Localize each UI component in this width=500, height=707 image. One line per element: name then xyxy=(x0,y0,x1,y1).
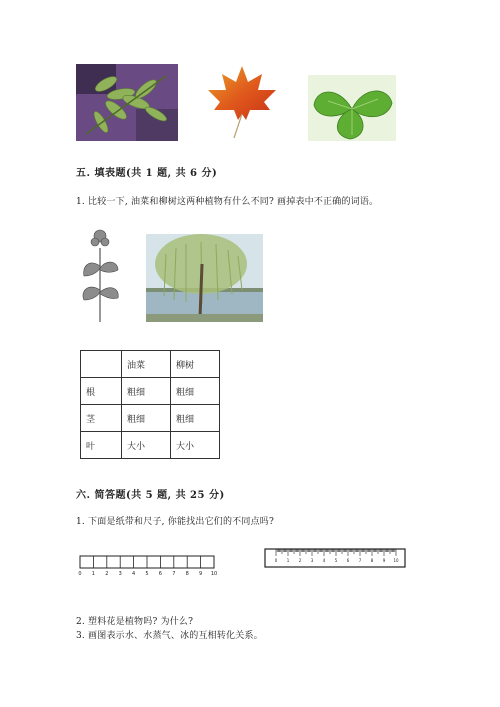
table-header-row xyxy=(81,351,220,378)
ruler-label: 0 xyxy=(274,558,278,563)
question-fill-1: 1. 比较一下, 油菜和柳树这两种植物有什么不同? 画掉表中不正确的词语。 xyxy=(76,197,379,207)
ruler-label: 6 xyxy=(346,558,350,563)
table-cell[interactable]: 大小 xyxy=(122,432,171,459)
tape-label: 4 xyxy=(132,571,136,577)
willow-photo xyxy=(146,234,263,322)
paper-tape-drawing xyxy=(76,546,220,578)
table-cell[interactable]: 粗细 xyxy=(171,378,220,405)
tape-label: 2 xyxy=(105,571,109,577)
tape-label: 10 xyxy=(210,571,218,577)
tape-label: 0 xyxy=(78,571,82,577)
tape-label: 5 xyxy=(145,571,149,577)
ruler-label: 1 xyxy=(286,558,290,563)
tape-label: 7 xyxy=(172,571,176,577)
table-row xyxy=(81,405,220,432)
ruler-label: 7 xyxy=(358,558,362,563)
ruler-label: 2 xyxy=(298,558,302,563)
table-cell[interactable]: 粗细 xyxy=(122,405,171,432)
table-row xyxy=(81,378,220,405)
table-cell[interactable]: 粗细 xyxy=(171,405,220,432)
table-row xyxy=(81,432,220,459)
table-header-rapeseed: 油菜 xyxy=(122,351,171,378)
ruler-label: 5 xyxy=(334,558,338,563)
section-title-short: 六. 简答题(共 5 题, 共 25 分) xyxy=(76,490,225,501)
tape-label: 3 xyxy=(118,571,122,577)
section-title-fill: 五. 填表题(共 1 题, 共 6 分) xyxy=(76,168,218,179)
question-short-1: 1. 下面是纸带和尺子, 你能找出它们的不同点吗? xyxy=(76,517,274,527)
ruler-label: 8 xyxy=(370,558,374,563)
ruler-label: 10 xyxy=(393,558,399,563)
rapeseed-drawing xyxy=(78,228,122,324)
tape-label: 1 xyxy=(91,571,95,577)
ruler-label: 3 xyxy=(310,558,314,563)
table-cell xyxy=(81,351,122,378)
ruler-label: 4 xyxy=(322,558,326,563)
ruler-label: 9 xyxy=(382,558,386,563)
comparison-table xyxy=(80,350,220,459)
question-short-3: 3. 画图表示水、水蒸气、冰的互相转化关系。 xyxy=(76,631,263,641)
question-short-2: 2. 塑料花是植物吗? 为什么? xyxy=(76,617,194,627)
ruler-drawing xyxy=(262,546,408,570)
tape-label: 6 xyxy=(158,571,162,577)
leaf-image-3 xyxy=(308,75,396,141)
table-row-label: 根 xyxy=(81,378,122,405)
leaf-image-2 xyxy=(204,60,280,140)
table-row-label: 叶 xyxy=(81,432,122,459)
tape-label: 9 xyxy=(199,571,203,577)
tape-label: 8 xyxy=(185,571,189,577)
table-cell[interactable]: 粗细 xyxy=(122,378,171,405)
table-header-willow: 柳树 xyxy=(171,351,220,378)
table-cell[interactable]: 大小 xyxy=(171,432,220,459)
table-row-label: 茎 xyxy=(81,405,122,432)
leaf-image-1 xyxy=(76,64,178,141)
